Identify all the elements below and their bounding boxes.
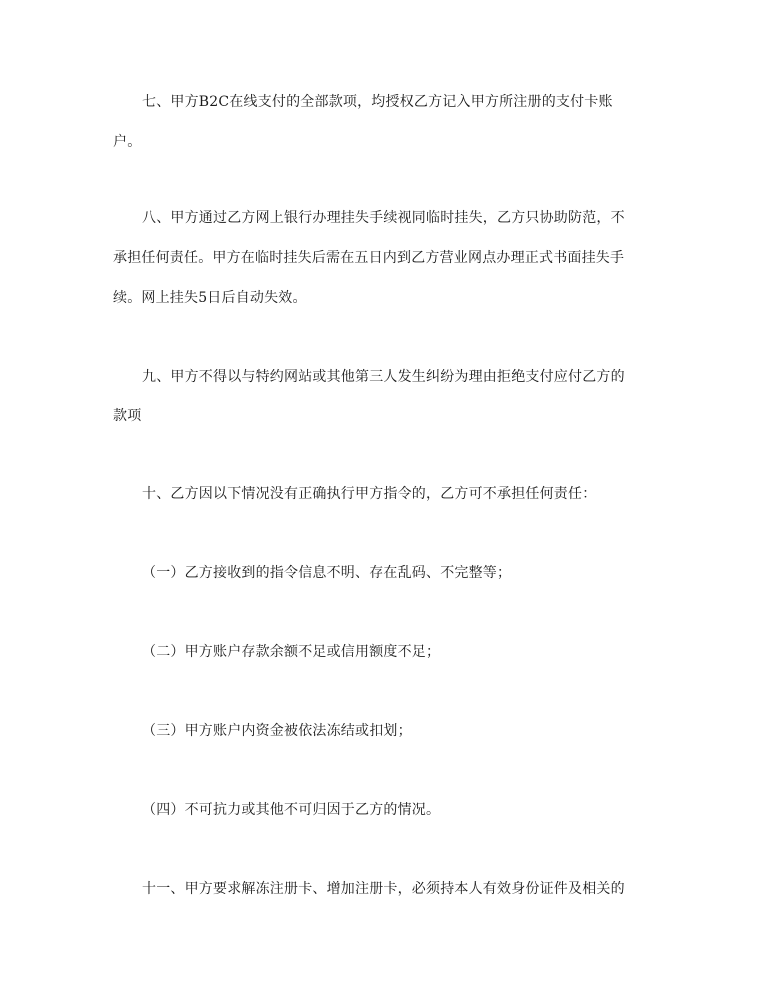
clause-9-line-1: 九、甲方不得以与特约网站或其他第三人发生纠纷为理由拒绝支付应付乙方的	[142, 369, 625, 385]
clause-8-line-1: 八、甲方通过乙方网上银行办理挂失手续视同临时挂失，乙方只协助防范，不	[142, 210, 625, 226]
clause-10-line-1: 十、乙方因以下情况没有正确执行甲方指令的，乙方可不承担任何责任：	[142, 486, 597, 502]
clause-10-item-3: （三）甲方账户内资金被依法冻结或扣划；	[142, 723, 412, 739]
clause-11-line-1: 十一、甲方要求解冻注册卡、增加注册卡，必须持本人有效身份证件及相关的	[142, 881, 625, 897]
clause-7-line-2: 户。	[113, 134, 142, 150]
clause-8-line-2: 承担任何责任。甲方在临时挂失后需在五日内到乙方营业网点办理正式书面挂失手	[113, 250, 625, 266]
clause-8-line-3: 续。网上挂失5日后自动失效。	[113, 290, 307, 306]
clause-10-item-4: （四）不可抗力或其他不可归因于乙方的情况。	[142, 802, 441, 818]
clause-10-item-1: （一）乙方接收到的指令信息不明、存在乱码、不完整等；	[142, 565, 512, 581]
clause-10-item-2: （二）甲方账户存款余额不足或信用额度不足；	[142, 644, 441, 660]
clause-9-line-2: 款项	[113, 408, 142, 424]
clause-7-line-1: 七、甲方B2C在线支付的全部款项，均授权乙方记入甲方所注册的支付卡账	[142, 94, 613, 110]
